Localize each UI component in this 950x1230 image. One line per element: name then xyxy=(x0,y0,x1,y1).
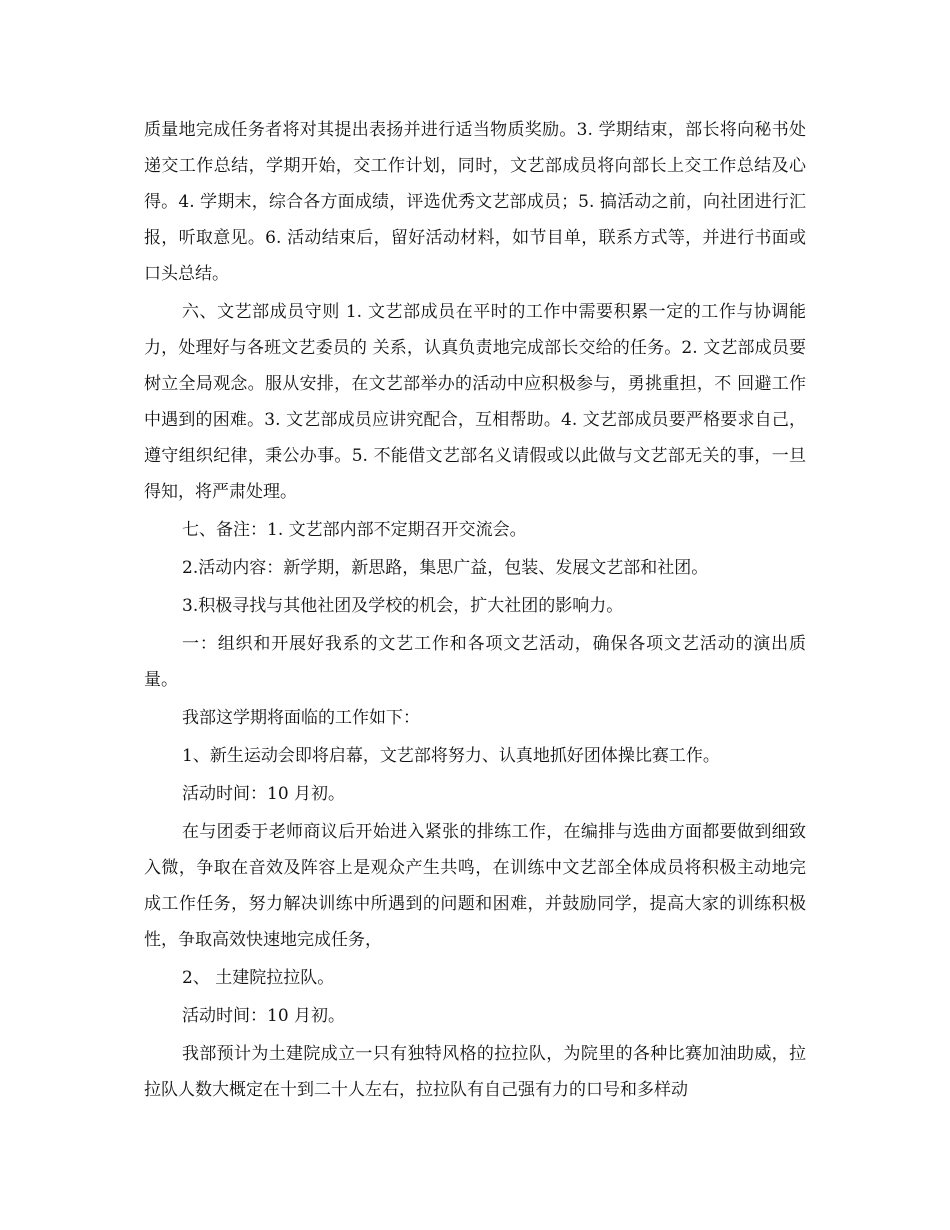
paragraph-item-1-detail: 在与团委于老师商议后开始进入紧张的排练工作，在编排与选曲方面都要做到细致入微，争取在音效及阵容上是观众产生共鸣，在训练中文艺部全体成员将积极主动地完成工作任务，努力解决训练中所遇到的问题和困难，并鼓励同学，提高大家的训练积极性，争取高效快速地完成任务， xyxy=(144,822,806,950)
paragraph-item-1: 1、新生运动会即将启幕，文艺部将努力、认真地抓好团体操比赛工作。 xyxy=(182,746,720,766)
paragraph-notes-1: 七、备注：1. 文艺部内部不定期召开交流会。 xyxy=(182,520,527,540)
paragraph-work-intro: 我部这学期将面临的工作如下： xyxy=(182,708,420,728)
paragraph-item-1-time: 活动时间：10 月初。 xyxy=(182,784,346,804)
paragraph-item-2-time: 活动时间：10 月初。 xyxy=(182,1006,346,1026)
paragraph-item-2: 2、 土建院拉拉队。 xyxy=(182,968,335,988)
paragraph-notes-2: 2.活动内容：新学期，新思路，集思广益，包装、发展文艺部和社团。 xyxy=(182,558,709,578)
paragraph-goal: 一：组织和开展好我系的文艺工作和各项文艺活动，确保各项文艺活动的演出质量。 xyxy=(144,634,806,690)
paragraph-member-rules: 六、文艺部成员守则 1. 文艺部成员在平时的工作中需要积累一定的工作与协调能力，处理好与各班文艺委员的 关系，认真负责地完成部长交给的任务。2. 文艺部成员要树立全局观念。服从安排，在文艺部举办的活动中应积极参与，勇挑重担，不 回避工作中遇到的困难。3. 文艺部成员应讲究配合，互相帮助。4. 文艺部成员要严格要求自己，遵守组织纪律，秉公办事。5. 不能借文艺部名义请假或以此做与文艺部无关的事，一旦得知，将严肃处理。 xyxy=(144,302,806,502)
document-body xyxy=(144,112,806,1110)
paragraph-notes-3: 3.积极寻找与其他社团及学校的机会，扩大社团的影响力。 xyxy=(182,596,624,616)
paragraph-item-2-detail: 我部预计为土建院成立一只有独特风格的拉拉队，为院里的各种比赛加油助威，拉拉队人数大概定在十到二十人左右，拉拉队有自己强有力的口号和多样动 xyxy=(144,1044,806,1100)
paragraph-rewards-summary: 质量地完成任务者将对其提出表扬并进行适当物质奖励。3. 学期结束，部长将向秘书处递交工作总结，学期开始，交工作计划，同时，文艺部成员将向部长上交工作总结及心得。4. 学期末，综合各方面成绩，评选优秀文艺部成员；5. 搞活动之前，向社团进行汇报，听取意见。6. 活动结束后，留好活动材料，如节目单，联系方式等，并进行书面或口头总结。 xyxy=(144,120,806,284)
